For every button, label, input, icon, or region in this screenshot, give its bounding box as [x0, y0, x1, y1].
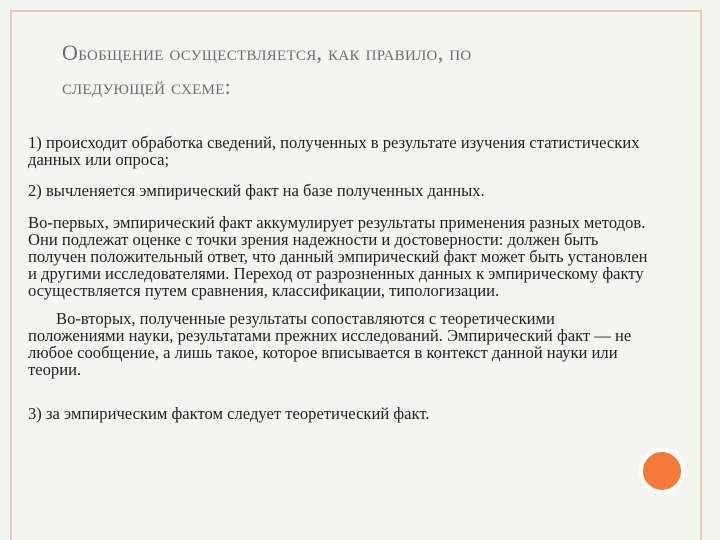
decorative-circle — [639, 448, 685, 494]
paragraph-step-3: 3) за эмпирическим фактом следует теоретический факт. — [28, 404, 430, 423]
slide-title — [62, 36, 662, 104]
paragraph-step-1: 1) происходит обработка сведений, полученных в результате изучения статистических данных или опроса; — [28, 133, 640, 169]
paragraph-secondly: Во-вторых, полученные результаты сопоставляются с теоретическими положениями науки, результатами прежних исследований. Эмпирический факт — не любое сообщение, а лишь такое, которое вписывается в контекст данной науки или теории. — [28, 309, 632, 379]
title-line-2: следующей схеме: — [62, 74, 232, 99]
paragraph-step-2: 2) вычленяется эмпирический факт на базе полученных данных. — [28, 181, 485, 200]
paragraph-firstly: Во-первых, эмпирический факт аккумулирует результаты применения разных методов. Они подлежат оценке с точки зрения надежности и достоверности: должен быть получен положительный ответ, что данный эмпирический факт может быть установлен и другими исследователями. Переход от разрозненных данных к эмпирическому факту осуществляется путем сравнения, классификации, типологизации. — [28, 213, 648, 300]
slide-body — [28, 134, 650, 422]
title-line-1: Обобщение осуществляется, как правило, по — [62, 40, 472, 65]
